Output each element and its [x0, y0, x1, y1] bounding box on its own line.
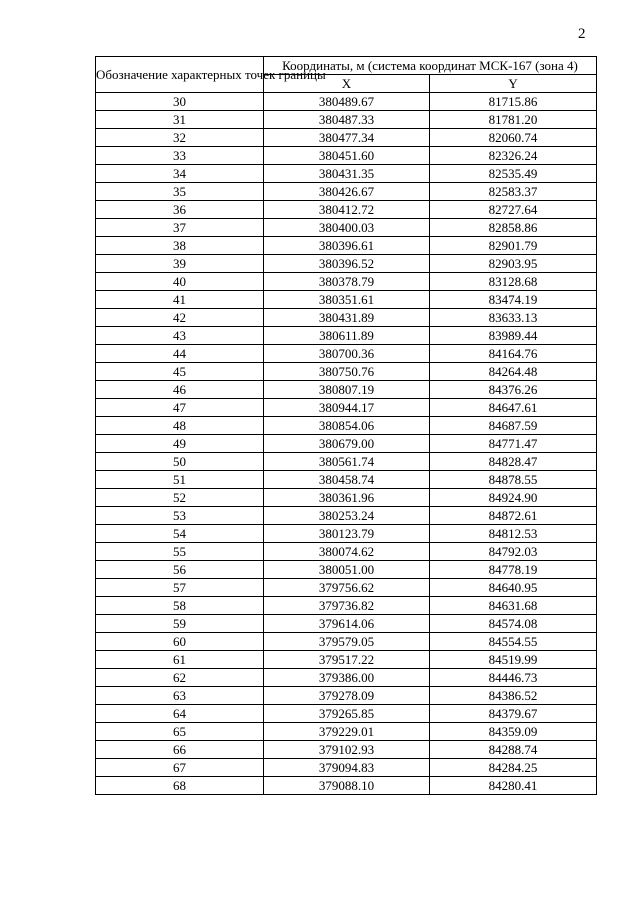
table-row	[96, 147, 597, 165]
y-coordinate: 84519.99	[430, 651, 597, 669]
y-coordinate: 84872.61	[430, 507, 597, 525]
x-coordinate: 379088.10	[264, 777, 430, 795]
coordinates-table	[95, 56, 597, 795]
x-coordinate: 380378.79	[264, 273, 430, 291]
x-coordinate: 380679.00	[264, 435, 430, 453]
x-coordinate: 380700.36	[264, 345, 430, 363]
y-coordinate: 84280.41	[430, 777, 597, 795]
y-coordinate: 84264.48	[430, 363, 597, 381]
y-coordinate: 84812.53	[430, 525, 597, 543]
x-coordinate: 380396.61	[264, 237, 430, 255]
page-number: 2	[578, 26, 586, 42]
table-row	[96, 435, 597, 453]
y-coordinate: 82901.79	[430, 237, 597, 255]
y-coordinate: 82535.49	[430, 165, 597, 183]
y-coordinate: 84878.55	[430, 471, 597, 489]
point-number: 47	[96, 399, 264, 417]
x-coordinate: 380051.00	[264, 561, 430, 579]
table-row	[96, 705, 597, 723]
x-coordinate: 380458.74	[264, 471, 430, 489]
x-coordinate: 380431.35	[264, 165, 430, 183]
table-row	[96, 381, 597, 399]
table-row	[96, 471, 597, 489]
point-number: 67	[96, 759, 264, 777]
point-number: 45	[96, 363, 264, 381]
coordinates-header: Координаты, м (система координат МСК-167 (зона 4)	[264, 57, 597, 75]
table-row	[96, 633, 597, 651]
x-coordinate: 379229.01	[264, 723, 430, 741]
point-number: 49	[96, 435, 264, 453]
y-coordinate: 82060.74	[430, 129, 597, 147]
y-coordinate: 81715.86	[430, 93, 597, 111]
x-coordinate: 380074.62	[264, 543, 430, 561]
table-row	[96, 399, 597, 417]
table-row	[96, 579, 597, 597]
x-column-header: X	[264, 75, 430, 93]
point-number: 30	[96, 93, 264, 111]
table-row	[96, 687, 597, 705]
point-number: 50	[96, 453, 264, 471]
y-coordinate: 84792.03	[430, 543, 597, 561]
point-number: 44	[96, 345, 264, 363]
point-number: 52	[96, 489, 264, 507]
table-row	[96, 453, 597, 471]
y-coordinate: 84647.61	[430, 399, 597, 417]
point-number: 66	[96, 741, 264, 759]
table-row	[96, 489, 597, 507]
point-number: 32	[96, 129, 264, 147]
y-coordinate: 83128.68	[430, 273, 597, 291]
point-number: 60	[96, 633, 264, 651]
x-coordinate: 380253.24	[264, 507, 430, 525]
x-coordinate: 380431.89	[264, 309, 430, 327]
y-coordinate: 84376.26	[430, 381, 597, 399]
point-number: 57	[96, 579, 264, 597]
table-row	[96, 345, 597, 363]
table-row	[96, 723, 597, 741]
y-coordinate: 82583.37	[430, 183, 597, 201]
table-body	[96, 93, 597, 795]
y-coordinate: 84446.73	[430, 669, 597, 687]
table-row	[96, 255, 597, 273]
y-coordinate: 84164.76	[430, 345, 597, 363]
x-coordinate: 380854.06	[264, 417, 430, 435]
y-coordinate: 84359.09	[430, 723, 597, 741]
x-coordinate: 380351.61	[264, 291, 430, 309]
table-row	[96, 111, 597, 129]
point-number: 59	[96, 615, 264, 633]
x-coordinate: 380750.76	[264, 363, 430, 381]
y-coordinate: 84631.68	[430, 597, 597, 615]
x-coordinate: 379102.93	[264, 741, 430, 759]
x-coordinate: 380807.19	[264, 381, 430, 399]
x-coordinate: 380944.17	[264, 399, 430, 417]
x-coordinate: 380396.52	[264, 255, 430, 273]
table-row	[96, 183, 597, 201]
y-coordinate: 84924.90	[430, 489, 597, 507]
table-row	[96, 327, 597, 345]
table-row	[96, 93, 597, 111]
table-row	[96, 219, 597, 237]
point-number: 56	[96, 561, 264, 579]
y-coordinate: 82903.95	[430, 255, 597, 273]
x-coordinate: 380611.89	[264, 327, 430, 345]
x-coordinate: 379278.09	[264, 687, 430, 705]
table-row	[96, 291, 597, 309]
table-row	[96, 669, 597, 687]
y-coordinate: 84771.47	[430, 435, 597, 453]
y-coordinate: 83989.44	[430, 327, 597, 345]
table-row	[96, 525, 597, 543]
x-coordinate: 379094.83	[264, 759, 430, 777]
x-coordinate: 380561.74	[264, 453, 430, 471]
y-coordinate: 82326.24	[430, 147, 597, 165]
x-coordinate: 380123.79	[264, 525, 430, 543]
point-number: 43	[96, 327, 264, 345]
table-row	[96, 417, 597, 435]
x-coordinate: 380400.03	[264, 219, 430, 237]
table-row	[96, 165, 597, 183]
y-coordinate: 84687.59	[430, 417, 597, 435]
table-row	[96, 309, 597, 327]
y-coordinate: 84574.08	[430, 615, 597, 633]
table-row	[96, 561, 597, 579]
x-coordinate: 380489.67	[264, 93, 430, 111]
table-row	[96, 129, 597, 147]
x-coordinate: 379579.05	[264, 633, 430, 651]
x-coordinate: 380426.67	[264, 183, 430, 201]
point-number: 34	[96, 165, 264, 183]
point-number: 65	[96, 723, 264, 741]
y-coordinate: 84828.47	[430, 453, 597, 471]
x-coordinate: 379756.62	[264, 579, 430, 597]
point-number: 35	[96, 183, 264, 201]
table-row	[96, 237, 597, 255]
point-number: 64	[96, 705, 264, 723]
y-coordinate: 81781.20	[430, 111, 597, 129]
x-coordinate: 380412.72	[264, 201, 430, 219]
y-coordinate: 84554.55	[430, 633, 597, 651]
designation-header: Обозначение характерных точек границы	[96, 57, 264, 93]
x-coordinate: 379265.85	[264, 705, 430, 723]
y-coordinate: 84379.67	[430, 705, 597, 723]
point-number: 37	[96, 219, 264, 237]
point-number: 40	[96, 273, 264, 291]
point-number: 53	[96, 507, 264, 525]
point-number: 38	[96, 237, 264, 255]
table-row	[96, 741, 597, 759]
point-number: 61	[96, 651, 264, 669]
point-number: 48	[96, 417, 264, 435]
point-number: 42	[96, 309, 264, 327]
point-number: 41	[96, 291, 264, 309]
table-row	[96, 363, 597, 381]
point-number: 54	[96, 525, 264, 543]
point-number: 55	[96, 543, 264, 561]
y-coordinate: 84640.95	[430, 579, 597, 597]
y-coordinate: 82727.64	[430, 201, 597, 219]
x-coordinate: 380451.60	[264, 147, 430, 165]
table-row	[96, 543, 597, 561]
point-number: 36	[96, 201, 264, 219]
x-coordinate: 379736.82	[264, 597, 430, 615]
table-row	[96, 273, 597, 291]
y-coordinate: 83633.13	[430, 309, 597, 327]
y-column-header: Y	[430, 75, 597, 93]
point-number: 51	[96, 471, 264, 489]
point-number: 62	[96, 669, 264, 687]
y-coordinate: 84386.52	[430, 687, 597, 705]
table-row	[96, 777, 597, 795]
point-number: 31	[96, 111, 264, 129]
point-number: 68	[96, 777, 264, 795]
x-coordinate: 379386.00	[264, 669, 430, 687]
table-row	[96, 507, 597, 525]
x-coordinate: 380361.96	[264, 489, 430, 507]
x-coordinate: 379517.22	[264, 651, 430, 669]
y-coordinate: 84778.19	[430, 561, 597, 579]
point-number: 58	[96, 597, 264, 615]
point-number: 63	[96, 687, 264, 705]
point-number: 46	[96, 381, 264, 399]
x-coordinate: 380477.34	[264, 129, 430, 147]
y-coordinate: 82858.86	[430, 219, 597, 237]
x-coordinate: 380487.33	[264, 111, 430, 129]
table-row	[96, 201, 597, 219]
table-row	[96, 651, 597, 669]
x-coordinate: 379614.06	[264, 615, 430, 633]
y-coordinate: 83474.19	[430, 291, 597, 309]
point-number: 33	[96, 147, 264, 165]
table-header	[96, 57, 597, 93]
table-row	[96, 759, 597, 777]
y-coordinate: 84284.25	[430, 759, 597, 777]
table-row	[96, 597, 597, 615]
point-number: 39	[96, 255, 264, 273]
y-coordinate: 84288.74	[430, 741, 597, 759]
table-row	[96, 615, 597, 633]
